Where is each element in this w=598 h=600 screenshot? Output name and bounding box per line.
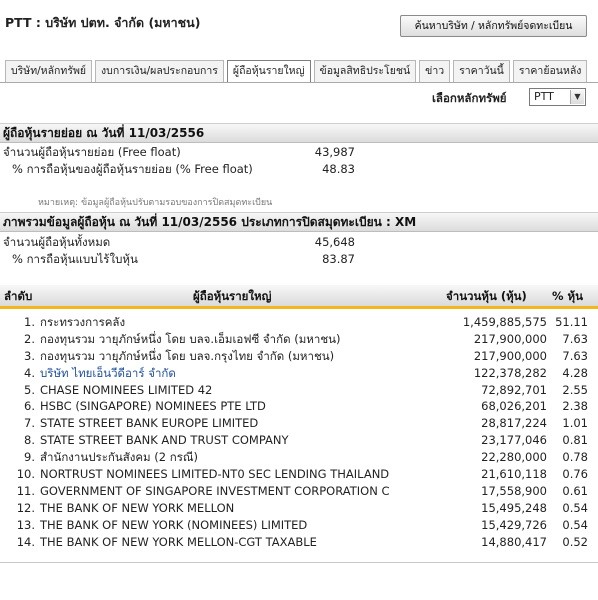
row-pct: 0.54 — [562, 500, 588, 515]
table-row — [0, 500, 598, 517]
free-float-pct-label: % การถือหุ้นของผู้ถือหุ้นรายย่อย (% Free float) — [12, 162, 253, 176]
column-header-shares: จำนวนหุ้น (หุ้น) — [446, 289, 527, 303]
table-row — [0, 348, 598, 365]
row-rank: 11. — [16, 483, 35, 498]
shareholder-note: หมายเหตุ: ข้อมูลผู้ถือหุ้นปรับตามรอบของการปิดสมุดทะเบียน — [38, 198, 273, 208]
row-pct: 0.76 — [562, 467, 588, 482]
table-row — [0, 466, 598, 483]
tab-benefits[interactable]: ข้อมูลสิทธิประโยชน์ — [314, 60, 417, 82]
row-shares: 68,026,201 — [481, 399, 547, 414]
tab-historical-price[interactable]: ราคาย้อนหลัง — [513, 60, 588, 82]
search-company-button[interactable]: ค้นหาบริษัท / หลักทรัพย์จดทะเบียน — [400, 15, 587, 37]
tab-divider — [0, 82, 598, 83]
row-holder-name: กองทุนรวม วายุภักษ์หนึ่ง โดย บลจ.เอ็มเอฟซี จำกัด (มหาชน) — [40, 331, 341, 346]
tab-today-price[interactable]: ราคาวันนี้ — [453, 60, 510, 82]
row-shares: 217,900,000 — [473, 348, 547, 363]
row-holder-name: THE BANK OF NEW YORK MELLON-CGT TAXABLE — [40, 534, 317, 549]
row-shares: 21,610,118 — [481, 467, 547, 482]
row-shares: 217,900,000 — [473, 331, 547, 346]
row-rank: 10. — [16, 467, 35, 482]
table-row — [0, 432, 598, 449]
row-pct: 0.54 — [562, 517, 588, 532]
row-pct: 0.81 — [562, 433, 588, 448]
row-rank: 3. — [24, 348, 35, 363]
table-row — [0, 365, 598, 382]
row-pct: 7.63 — [562, 348, 588, 363]
row-shares: 15,495,248 — [481, 500, 547, 515]
row-rank: 5. — [24, 382, 35, 397]
table-row — [0, 534, 598, 551]
row-rank: 14. — [16, 534, 35, 549]
tab-company[interactable]: บริษัท/หลักทรัพย์ — [5, 60, 92, 82]
free-float-count-value: 43,987 — [314, 145, 355, 159]
row-rank: 4. — [24, 365, 35, 380]
row-holder-name: GOVERNMENT OF SINGAPORE INVESTMENT CORPORATION C — [40, 483, 390, 498]
row-holder-name: THE BANK OF NEW YORK (NOMINEES) LIMITED — [40, 517, 308, 532]
company-title: PTT : บริษัท ปตท. จำกัด (มหาชน) — [5, 15, 201, 30]
tab-bar — [5, 60, 587, 82]
row-rank: 1. — [24, 315, 35, 329]
column-header-pct: % หุ้น — [552, 289, 583, 303]
free-float-pct-value: 48.83 — [322, 162, 355, 176]
row-pct: 51.11 — [555, 315, 588, 329]
page-header — [0, 0, 598, 50]
table-row — [0, 398, 598, 415]
row-pct: 7.63 — [562, 331, 588, 346]
tab-financials[interactable]: งบการเงิน/ผลประกอบการ — [95, 60, 224, 82]
row-holder-name: NORTRUST NOMINEES LIMITED-NT0 SEC LENDING THAILAND — [40, 467, 390, 482]
row-shares: 14,880,417 — [481, 534, 547, 549]
table-row — [0, 382, 598, 399]
row-rank: 12. — [16, 500, 35, 515]
total-shareholders-row — [0, 234, 598, 251]
row-pct: 1.01 — [562, 416, 588, 431]
free-float-count-label: จำนวนผู้ถือหุ้นรายย่อย (Free float) — [3, 145, 181, 159]
tab-major-shareholders[interactable]: ผู้ถือหุ้นรายใหญ่ — [227, 60, 311, 82]
total-shareholders-label: จำนวนผู้ถือหุ้นทั้งหมด — [3, 235, 111, 249]
row-holder-name: THE BANK OF NEW YORK MELLON — [40, 500, 235, 515]
security-select[interactable] — [529, 88, 586, 106]
free-float-section-title: ผู้ถือหุ้นรายย่อย ณ วันที่ 11/03/2556 — [0, 123, 598, 143]
row-holder-name: STATE STREET BANK EUROPE LIMITED — [40, 416, 259, 431]
row-shares: 22,280,000 — [481, 450, 547, 465]
row-rank: 6. — [24, 399, 35, 414]
scripless-pct-value: 83.87 — [322, 252, 355, 266]
total-shareholders-value: 45,648 — [314, 235, 355, 249]
row-shares: 23,177,046 — [481, 433, 547, 448]
row-pct: 2.55 — [562, 382, 588, 397]
row-shares: 15,429,726 — [481, 517, 547, 532]
overview-section-title: ภาพรวมข้อมูลผู้ถือหุ้น ณ วันที่ 11/03/2556 ประเภทการปิดสมุดทะเบียน : XM — [0, 212, 598, 232]
scripless-pct-label: % การถือหุ้นแบบไร้ใบหุ้น — [12, 252, 138, 266]
row-holder-name: กระทรวงการคลัง — [40, 315, 126, 329]
row-shares: 72,892,701 — [481, 382, 547, 397]
row-pct: 0.61 — [562, 483, 588, 498]
row-pct: 0.52 — [562, 534, 588, 549]
row-rank: 9. — [24, 450, 35, 465]
security-select-value: PTT — [534, 90, 554, 103]
row-holder-name: HSBC (SINGAPORE) NOMINEES PTE LTD — [40, 399, 266, 414]
row-shares: 122,378,282 — [473, 365, 547, 380]
table-row — [0, 331, 598, 348]
row-holder-name: STATE STREET BANK AND TRUST COMPANY — [40, 433, 289, 448]
row-holder-name: CHASE NOMINEES LIMITED 42 — [40, 382, 213, 397]
shareholder-table-body — [0, 314, 598, 550]
free-float-count-row — [0, 144, 598, 161]
row-rank: 8. — [24, 433, 35, 448]
row-rank: 7. — [24, 416, 35, 431]
tab-news[interactable]: ข่าว — [419, 60, 450, 82]
row-shares: 28,817,224 — [481, 416, 547, 431]
shareholder-table-header — [0, 285, 598, 309]
chevron-down-icon[interactable]: ▼ — [570, 90, 584, 104]
table-row — [0, 483, 598, 500]
row-holder-name: สำนักงานประกันสังคม (2 กรณี) — [40, 450, 199, 465]
row-pct: 2.38 — [562, 399, 588, 414]
scripless-pct-row — [0, 251, 598, 268]
table-bottom-divider — [0, 562, 598, 563]
security-selector-row — [0, 88, 598, 108]
row-shares: 17,558,900 — [481, 483, 547, 498]
row-holder-name-link[interactable]: บริษัท ไทยเอ็นวีดีอาร์ จำกัด — [40, 365, 176, 380]
table-row — [0, 517, 598, 534]
column-header-holder: ผู้ถือหุ้นรายใหญ่ — [193, 289, 272, 303]
row-rank: 13. — [16, 517, 35, 532]
table-row — [0, 314, 598, 331]
row-rank: 2. — [24, 331, 35, 346]
row-shares: 1,459,885,575 — [462, 315, 547, 329]
table-row — [0, 415, 598, 432]
row-pct: 4.28 — [562, 365, 588, 380]
table-row — [0, 449, 598, 466]
row-holder-name: กองทุนรวม วายุภักษ์หนึ่ง โดย บลจ.กรุงไทย จำกัด (มหาชน) — [40, 348, 335, 363]
column-header-rank: ลำดับ — [4, 289, 33, 303]
free-float-pct-row — [0, 161, 598, 178]
row-pct: 0.78 — [562, 450, 588, 465]
security-selector-label: เลือกหลักทรัพย์ — [432, 91, 507, 105]
